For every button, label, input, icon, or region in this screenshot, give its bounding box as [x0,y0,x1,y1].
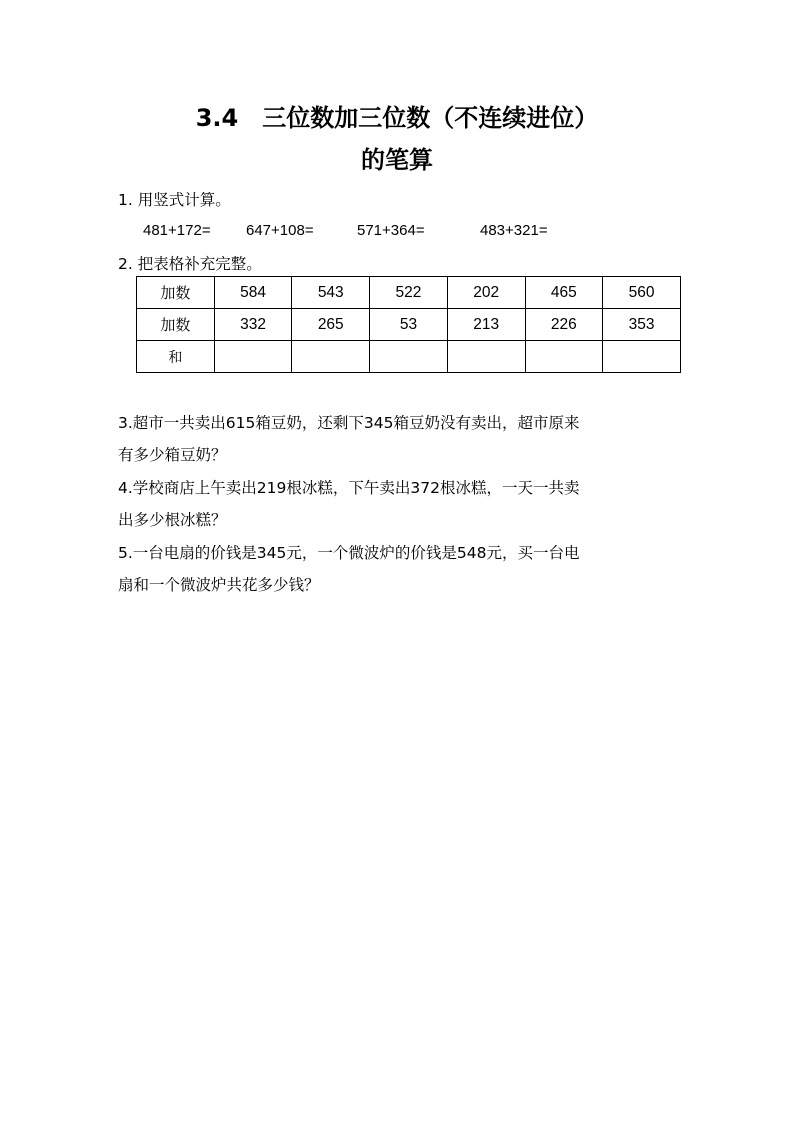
title-line-2: 的笔算 [361,146,433,174]
table-cell: 584 [214,277,292,309]
row-label-addend-1: 加数 [137,277,215,309]
addition-table [136,276,681,373]
answer-cell[interactable] [525,341,603,373]
table-cell: 226 [525,309,603,341]
table-row [137,277,681,309]
question-3-line-1: 3.超市一共卖出615箱豆奶，还剩下345箱豆奶没有卖出，超市原来 [118,414,580,432]
table-cell: 522 [370,277,448,309]
table-cell: 202 [447,277,525,309]
table-cell: 353 [603,309,681,341]
answer-cell[interactable] [603,341,681,373]
answer-cell[interactable] [292,341,370,373]
table-cell: 53 [370,309,448,341]
question-4-line-2: 出多少根冰糕？ [118,511,227,529]
row-label-sum: 和 [137,341,215,373]
question-3-line-2: 有多少箱豆奶？ [118,446,227,464]
table-cell: 560 [603,277,681,309]
table-cell: 265 [292,309,370,341]
answer-cell[interactable] [370,341,448,373]
answer-cell[interactable] [214,341,292,373]
exercise-1: 481+172= [143,222,211,239]
question-1-heading: 1. 用竖式计算。 [118,191,231,209]
answer-cell[interactable] [447,341,525,373]
table-cell: 213 [447,309,525,341]
table-cell: 465 [525,277,603,309]
question-4-line-1: 4.学校商店上午卖出219根冰糕，下午卖出372根冰糕，一天一共卖 [118,479,580,497]
exercise-2: 647+108= [246,222,314,239]
exercise-3: 571+364= [357,222,425,239]
table-cell: 332 [214,309,292,341]
exercise-4: 483+321= [480,222,548,239]
row-label-addend-2: 加数 [137,309,215,341]
table-row [137,341,681,373]
table-cell: 543 [292,277,370,309]
title-line-1: 3.4 三位数加三位数（不连续进位） [195,104,599,132]
question-5-line-2: 扇和一个微波炉共花多少钱？ [118,576,320,594]
question-5-line-1: 5.一台电扇的价钱是345元，一个微波炉的价钱是548元，买一台电 [118,544,580,562]
question-2-heading: 2. 把表格补充完整。 [118,255,262,273]
table-row [137,309,681,341]
